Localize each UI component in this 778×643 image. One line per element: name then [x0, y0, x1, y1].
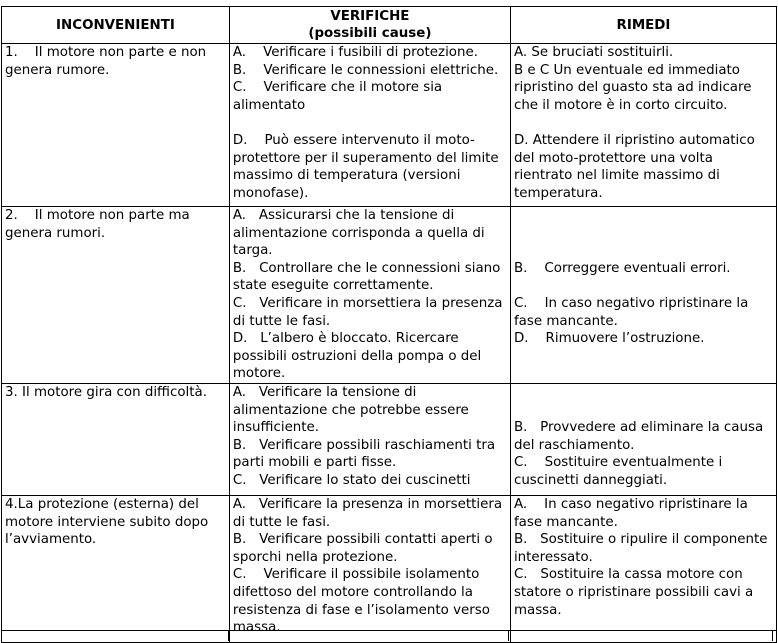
check-item: C. Verificare lo stato dei cuscinetti — [232, 472, 471, 488]
check-item: B. Verificare le connessioni elettriche. — [232, 62, 499, 78]
remedy-item: A. In caso negativo ripristinare la fase mancante. — [513, 496, 753, 530]
remedy-item: D. Rimuovere l’ostruzione. — [513, 331, 705, 347]
header-verifiche-subtitle: (possibili cause) — [308, 26, 432, 41]
remedy-item: B. Provvedere ad eliminare la causa del raschiamento. — [513, 420, 768, 453]
problem-cell — [2, 495, 230, 642]
check-item: A. Verificare i fusibili di protezione. — [232, 45, 478, 60]
header-rimedi: RIMEDI — [510, 7, 776, 44]
header-verifiche — [229, 7, 510, 44]
problem-text: 1. Il motore non parte e non genera rumore. — [5, 45, 211, 78]
check-item: A. Assicurarsi che la tensione di alimentazione corrisponda a quella di targa. — [232, 208, 489, 259]
remedies-cell — [510, 383, 776, 495]
table-row — [2, 207, 777, 384]
problem-cell — [2, 44, 230, 207]
remedies-cell — [510, 207, 776, 384]
spacer — [514, 384, 773, 402]
remedy-item: C. Sostituire la cassa motore con statore o ripristinare possibili cavi a massa. — [513, 567, 758, 618]
spacer — [233, 114, 507, 132]
remedy-item: C. In caso negativo ripristinare la fase mancante. — [513, 295, 753, 329]
remedy-item: B. Sostituire o ripulire il componente interessato. — [513, 532, 772, 565]
checks-cell — [229, 495, 510, 642]
spacer — [514, 402, 773, 420]
problem-text: 2. Il motore non parte ma genera rumori. — [5, 208, 195, 241]
remedy-item: A. Se bruciati sostituirli. — [513, 45, 674, 60]
table-row — [2, 44, 777, 207]
remedies-cell — [510, 495, 776, 642]
header-inconvenienti: INCONVENIENTI — [2, 7, 230, 44]
spacer — [514, 242, 773, 260]
check-item: D. Può essere intervenuto il moto-protettore per il superamento del limite massimo di temperatura (versioni monofase). — [232, 132, 503, 201]
check-item: C. Verificare che il motore sia alimentato — [232, 80, 447, 113]
check-item: C. Verificare il possibile isolamento difettoso del motore controllando la resistenza di fase e l’isolamento verso massa. — [232, 567, 495, 636]
check-item: D. L’albero è bloccato. Ricercare possibili ostruzioni della pompa o del motore. — [232, 331, 486, 382]
problem-text: 3. Il motore gira con difficoltà. — [5, 384, 207, 400]
header-row — [2, 7, 777, 44]
check-item: A. Verificare la presenza in morsettiera di tutte le fasi. — [232, 496, 507, 530]
remedy-item: D. Attendere il ripristino automatico del moto-protettore una volta rientrato nel limite massimo di temperatura. — [513, 132, 760, 201]
spacer — [514, 225, 773, 243]
check-item: C. Verificare in morsettiera la presenza di tutte le fasi. — [232, 295, 507, 329]
problem-cell — [2, 207, 230, 384]
checks-cell — [229, 383, 510, 495]
table-row — [2, 495, 777, 642]
header-verifiche-title: VERIFICHE — [330, 9, 410, 24]
table-row — [2, 383, 777, 495]
problem-cell — [2, 383, 230, 495]
check-item: A. Verificare la tensione di alimentazione che potrebbe essere insufficiente. — [232, 384, 474, 436]
remedy-item: B. Correggere eventuali errori. — [513, 260, 731, 276]
problem-text: 4.La protezione (esterna) del motore interviene subito dopo l’avviamento. — [5, 496, 213, 548]
spacer — [514, 277, 773, 295]
check-item: B. Verificare possibili contatti aperti o sporchi nella protezione. — [232, 532, 497, 565]
remedies-cell — [510, 44, 776, 207]
spacer — [514, 207, 773, 225]
troubleshooting-table — [1, 6, 777, 643]
remedy-item: C. Sostituire eventualmente i cuscinetti danneggiati. — [513, 455, 727, 488]
checks-cell — [229, 207, 510, 384]
checks-cell — [229, 44, 510, 207]
remedy-item: B e C Un eventuale ed immediato ripristino del guasto sta ad indicare che il motore è in corto circuito. — [513, 62, 756, 113]
check-item: B. Verificare possibili raschiamenti tra parti mobili e parti fisse. — [232, 437, 500, 471]
check-item: B. Controllare che le connessioni siano state eseguite correttamente. — [232, 260, 505, 294]
spacer — [514, 114, 773, 132]
next-row-edge — [1, 630, 777, 641]
